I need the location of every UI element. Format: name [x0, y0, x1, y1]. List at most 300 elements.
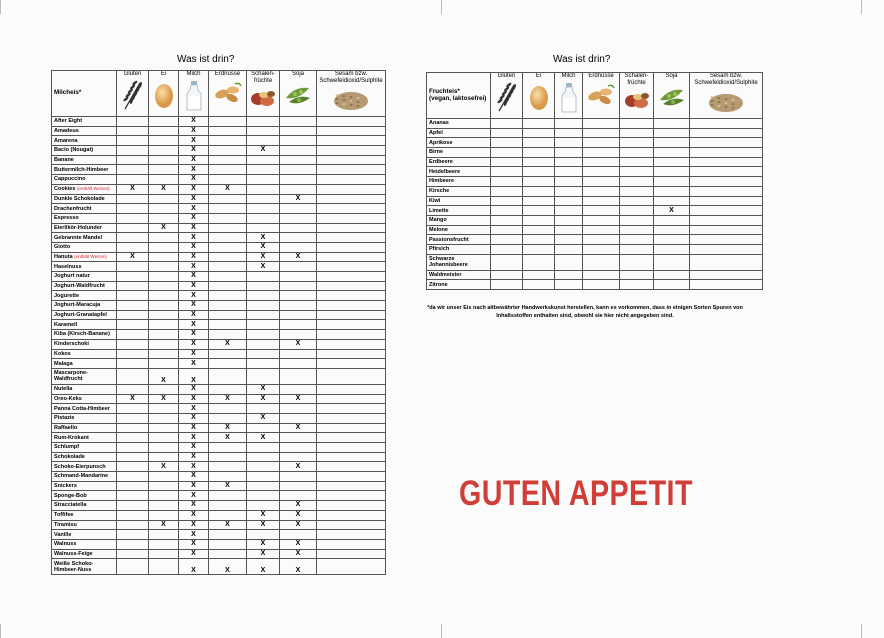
allergen-mark-cell: [317, 184, 386, 194]
allergen-mark-cell: [317, 204, 386, 214]
allergen-mark-cell: [117, 117, 149, 127]
allergen-mark-cell: [555, 215, 583, 225]
allergen-mark-cell: [654, 225, 690, 235]
allergen-mark-cell: [555, 206, 583, 216]
allergen-mark-cell: X: [117, 252, 149, 262]
flavor-name-cell: [52, 155, 117, 165]
flavor-name: Gebrannte Mandel: [54, 234, 102, 241]
allergen-mark-cell: [280, 262, 317, 272]
allergen-mark-cell: [280, 242, 317, 252]
flavor-name: Limette: [429, 207, 449, 214]
allergen-mark-cell: X: [280, 423, 317, 433]
flavor-name-cell: [52, 394, 117, 404]
flavor-name: Giotto: [54, 244, 71, 251]
allergen-mark-cell: [620, 280, 654, 290]
allergen-mark-cell: [247, 349, 280, 359]
allergen-mark-cell: [690, 157, 763, 167]
allergen-mark-cell: [149, 136, 179, 146]
allergen-mark-cell: X: [179, 155, 209, 165]
allergen-mark-cell: [117, 520, 149, 530]
allergen-mark-cell: [280, 165, 317, 175]
allergen-mark-cell: X: [247, 413, 280, 423]
flavor-name-cell: [52, 462, 117, 472]
allergen-mark-cell: [149, 291, 179, 301]
allergen-mark-cell: [317, 549, 386, 559]
table-row: [52, 165, 386, 175]
allergen-mark-cell: [690, 167, 763, 177]
wheat-icon: [491, 82, 522, 115]
flavor-name-cell: [427, 148, 491, 158]
allergen-mark-cell: [523, 119, 555, 129]
allergen-mark-cell: [620, 206, 654, 216]
allergen-mark-cell: [555, 138, 583, 148]
allergen-mark-cell: [690, 270, 763, 280]
allergen-mark-cell: [620, 244, 654, 254]
allergen-mark-cell: [117, 443, 149, 453]
allergen-mark-cell: [149, 339, 179, 349]
allergen-mark-cell: [280, 359, 317, 369]
allergen-mark-cell: [620, 254, 654, 270]
allergen-mark-cell: [280, 281, 317, 291]
allergen-mark-cell: X: [179, 204, 209, 214]
allergen-mark-cell: [209, 233, 247, 243]
flavor-name: Mango: [429, 217, 447, 224]
column-header-label: Schalen- früchte: [624, 73, 649, 86]
allergen-mark-cell: [491, 244, 523, 254]
allergen-mark-cell: X: [179, 394, 209, 404]
column-header: [620, 73, 654, 119]
flavor-name: Kokos: [54, 350, 71, 357]
allergen-mark-cell: X: [179, 491, 209, 501]
flavor-name: Karamell: [54, 321, 78, 328]
flavor-name-cell: [52, 126, 117, 136]
allergen-mark-cell: [149, 204, 179, 214]
allergen-mark-cell: [209, 510, 247, 520]
flavor-name-cell: [427, 157, 491, 167]
allergen-mark-cell: [117, 491, 149, 501]
allergen-mark-cell: [280, 481, 317, 491]
allergen-mark-cell: [209, 359, 247, 369]
allergen-mark-cell: [117, 175, 149, 185]
allergen-mark-cell: [280, 175, 317, 185]
allergen-mark-cell: [247, 481, 280, 491]
flavor-name-cell: [52, 472, 117, 482]
allergen-mark-cell: [523, 215, 555, 225]
allergen-mark-cell: [149, 194, 179, 204]
flavor-name-cell: [427, 235, 491, 245]
first-column-header: Fruchteis* (vegan, laktosefrei): [427, 73, 491, 119]
flavor-name: Drachenfrucht: [54, 205, 92, 212]
allergen-mark-cell: [149, 213, 179, 223]
allergen-mark-cell: [317, 233, 386, 243]
flavor-name: Birne: [429, 149, 444, 156]
column-header-label: Gluten: [123, 71, 142, 77]
column-header-label: Soja: [665, 73, 678, 79]
flavor-name: Pfirsich: [429, 246, 450, 253]
allergen-mark-cell: [690, 196, 763, 206]
allergen-mark-cell: [149, 559, 179, 575]
allergen-mark-cell: [247, 472, 280, 482]
flavor-name-cell: [52, 136, 117, 146]
peanuts-icon: [209, 80, 246, 109]
soybean-icon: [654, 82, 689, 111]
allergen-mark-cell: [209, 530, 247, 540]
allergen-mark-cell: [117, 349, 149, 359]
flavor-name-cell: [52, 491, 117, 501]
table-row: [427, 138, 763, 148]
allergen-mark-cell: [149, 423, 179, 433]
allergen-mark-cell: [583, 254, 620, 270]
allergen-mark-cell: [149, 146, 179, 156]
allergen-mark-cell: [555, 186, 583, 196]
allergen-mark-cell: [209, 320, 247, 330]
table-row: [52, 359, 386, 369]
allergen-mark-cell: [247, 272, 280, 282]
column-header-label: Erdnüsse: [588, 73, 614, 79]
allergen-mark-cell: [149, 384, 179, 394]
allergen-mark-cell: [654, 244, 690, 254]
slogan: GUTEN APPETIT: [459, 474, 693, 513]
allergen-mark-cell: [317, 539, 386, 549]
allergen-mark-cell: [317, 281, 386, 291]
allergen-mark-cell: [523, 167, 555, 177]
allergen-mark-cell: [117, 223, 149, 233]
allergen-mark-cell: [117, 165, 149, 175]
allergen-mark-cell: X: [247, 252, 280, 262]
allergen-mark-cell: [209, 155, 247, 165]
allergen-mark-cell: X: [179, 472, 209, 482]
allergen-mark-cell: [280, 223, 317, 233]
table-row: [52, 472, 386, 482]
flavor-name: Banane: [54, 157, 74, 164]
table-row: [52, 320, 386, 330]
allergen-mark-cell: X: [179, 272, 209, 282]
flavor-name-cell: [52, 549, 117, 559]
allergen-mark-cell: [117, 136, 149, 146]
allergen-mark-cell: [117, 433, 149, 443]
flavor-name-cell: [52, 510, 117, 520]
allergen-mark-cell: [149, 126, 179, 136]
table-row: [52, 310, 386, 320]
allergen-mark-cell: X: [179, 368, 209, 384]
column-header: [149, 71, 179, 117]
allergen-mark-cell: [209, 175, 247, 185]
allergen-mark-cell: X: [179, 301, 209, 311]
flavor-name-cell: [427, 128, 491, 138]
allergen-mark-cell: X: [117, 184, 149, 194]
column-header-label: Schalen- früchte: [251, 71, 275, 84]
allergen-mark-cell: [117, 301, 149, 311]
table-row: [52, 291, 386, 301]
allergen-mark-cell: [280, 413, 317, 423]
flavor-name-cell: [427, 196, 491, 206]
allergen-mark-cell: [654, 254, 690, 270]
flavor-name-cell: [52, 194, 117, 204]
allergen-mark-cell: [149, 252, 179, 262]
column-header-label: Ei: [535, 73, 542, 79]
flavor-name: Stracciatella: [54, 502, 87, 509]
allergen-mark-cell: X: [179, 549, 209, 559]
allergen-mark-cell: [117, 291, 149, 301]
flavor-name-cell: [52, 433, 117, 443]
flavor-name: Schlumpf: [54, 444, 80, 451]
table-row: [427, 254, 763, 270]
allergen-mark-cell: [690, 186, 763, 196]
allergen-mark-cell: [690, 138, 763, 148]
allergen-mark-cell: [149, 501, 179, 511]
allergen-mark-cell: [317, 481, 386, 491]
flavor-name: Joghurt-Waldfrucht: [54, 283, 105, 290]
allergen-mark-cell: [317, 262, 386, 272]
column-header: [179, 71, 209, 117]
allergen-mark-cell: [209, 291, 247, 301]
flavor-name: Pistazie: [54, 415, 75, 422]
allergen-mark-cell: [491, 254, 523, 270]
allergen-mark-cell: [247, 423, 280, 433]
allergen-mark-cell: [583, 215, 620, 225]
allergen-mark-cell: [117, 281, 149, 291]
flavor-name-cell: [52, 330, 117, 340]
allergen-mark-cell: [149, 452, 179, 462]
allergen-mark-cell: [247, 117, 280, 127]
table-row: [52, 339, 386, 349]
allergen-mark-cell: [583, 128, 620, 138]
flavor-name-cell: [52, 481, 117, 491]
allergen-mark-cell: [555, 225, 583, 235]
allergen-mark-cell: [280, 404, 317, 414]
allergen-mark-cell: X: [179, 262, 209, 272]
column-header: [247, 71, 280, 117]
allergen-mark-cell: [209, 117, 247, 127]
allergen-mark-cell: [583, 138, 620, 148]
table-row: [427, 206, 763, 216]
allergen-mark-cell: [555, 167, 583, 177]
table-row: [427, 157, 763, 167]
allergen-mark-cell: [317, 213, 386, 223]
allergen-mark-cell: [247, 223, 280, 233]
allergen-mark-cell: X: [280, 394, 317, 404]
flavor-name: Kinderschoki: [54, 341, 89, 348]
allergen-mark-cell: [620, 225, 654, 235]
flavor-name: Malaga: [54, 360, 73, 367]
allergen-mark-cell: [654, 186, 690, 196]
allergen-mark-cell: X: [209, 559, 247, 575]
allergen-mark-cell: [620, 215, 654, 225]
allergen-mark-cell: [583, 177, 620, 187]
table-row: [427, 280, 763, 290]
crop-mark: [441, 624, 442, 638]
allergen-mark-cell: [209, 330, 247, 340]
allergen-mark-cell: [280, 146, 317, 156]
allergen-mark-cell: [280, 126, 317, 136]
allergen-mark-cell: X: [209, 423, 247, 433]
allergen-mark-cell: [491, 280, 523, 290]
allergen-mark-cell: [117, 413, 149, 423]
flavor-name: Raffaello: [54, 424, 78, 431]
allergen-mark-cell: [620, 167, 654, 177]
crop-mark: [861, 624, 862, 638]
flavor-name: Espresso: [54, 215, 79, 222]
table-row: [52, 413, 386, 423]
flavor-name-cell: [427, 225, 491, 235]
column-header: [317, 71, 386, 117]
allergen-mark-cell: [317, 394, 386, 404]
crop-mark: [0, 0, 1, 14]
allergen-mark-cell: [317, 501, 386, 511]
allergen-mark-cell: [149, 175, 179, 185]
allergen-mark-cell: [247, 339, 280, 349]
egg-icon: [149, 80, 178, 113]
nuts-icon: [620, 88, 653, 117]
allergen-mark-cell: [149, 539, 179, 549]
flavor-name: Erdbeere: [429, 159, 453, 166]
allergen-mark-cell: [117, 330, 149, 340]
allergen-mark-cell: [654, 280, 690, 290]
allergen-mark-cell: X: [179, 175, 209, 185]
table-row: [52, 301, 386, 311]
table-row: [427, 177, 763, 187]
allergen-mark-cell: [209, 165, 247, 175]
allergen-mark-cell: [583, 167, 620, 177]
allergen-mark-cell: [317, 413, 386, 423]
flavor-name: Schmand-Mandarine: [54, 473, 109, 480]
allergen-mark-cell: [523, 196, 555, 206]
flavor-name-cell: [52, 349, 117, 359]
allergen-mark-cell: [654, 148, 690, 158]
allergen-mark-cell: [583, 157, 620, 167]
allergen-mark-cell: [491, 138, 523, 148]
allergen-mark-cell: [280, 301, 317, 311]
table-row: [52, 433, 386, 443]
allergen-mark-cell: [317, 443, 386, 453]
table-row: [427, 196, 763, 206]
table-row: [52, 510, 386, 520]
allergen-mark-cell: X: [247, 559, 280, 575]
flavor-name: Himbeere: [429, 178, 455, 185]
allergen-mark-cell: [149, 165, 179, 175]
allergen-mark-cell: [523, 128, 555, 138]
allergen-mark-cell: X: [280, 252, 317, 262]
fruchteis-allergen-table: [426, 72, 763, 290]
sesame-icon: [690, 88, 762, 117]
table-row: [52, 272, 386, 282]
allergen-mark-cell: [149, 549, 179, 559]
allergen-mark-cell: [491, 177, 523, 187]
allergen-mark-cell: [149, 233, 179, 243]
allergen-mark-cell: [280, 384, 317, 394]
allergen-mark-cell: [317, 252, 386, 262]
allergen-mark-cell: X: [247, 242, 280, 252]
allergen-mark-cell: [620, 270, 654, 280]
allergen-mark-cell: [149, 433, 179, 443]
allergen-mark-cell: [317, 520, 386, 530]
allergen-mark-cell: [280, 349, 317, 359]
allergen-mark-cell: [247, 291, 280, 301]
allergen-mark-cell: [209, 146, 247, 156]
allergen-mark-cell: [209, 310, 247, 320]
flavor-name-cell: [52, 452, 117, 462]
allergen-mark-cell: [149, 481, 179, 491]
allergen-mark-cell: X: [179, 462, 209, 472]
allergen-mark-cell: [654, 196, 690, 206]
flavor-name-cell: [427, 206, 491, 216]
column-header: [491, 73, 523, 119]
allergen-mark-cell: [280, 472, 317, 482]
allergen-mark-cell: [280, 233, 317, 243]
flavor-name: Ananas: [429, 120, 449, 127]
allergen-mark-cell: [654, 119, 690, 129]
flavor-name: Schokolade: [54, 454, 85, 461]
header-row: [52, 71, 386, 117]
table-row: [52, 394, 386, 404]
table-row: [427, 215, 763, 225]
allergen-mark-cell: [523, 186, 555, 196]
allergen-mark-cell: X: [209, 339, 247, 349]
allergen-mark-cell: [209, 404, 247, 414]
allergen-mark-cell: X: [117, 394, 149, 404]
allergen-mark-cell: X: [654, 206, 690, 216]
allergen-mark-cell: [583, 196, 620, 206]
allergen-mark-cell: [117, 501, 149, 511]
allergen-mark-cell: [247, 368, 280, 384]
allergen-mark-cell: [317, 359, 386, 369]
allergen-mark-cell: [555, 280, 583, 290]
flavor-name-cell: [52, 359, 117, 369]
allergen-mark-cell: [654, 177, 690, 187]
allergen-mark-cell: X: [179, 330, 209, 340]
table-row: [52, 136, 386, 146]
allergen-mark-cell: [523, 177, 555, 187]
allergen-mark-cell: [523, 280, 555, 290]
flavor-name-cell: [427, 138, 491, 148]
table-row: [52, 146, 386, 156]
left-page-title: Was ist drin?: [177, 54, 235, 65]
allergen-mark-cell: X: [209, 394, 247, 404]
allergen-mark-cell: X: [209, 433, 247, 443]
allergen-mark-cell: X: [247, 233, 280, 243]
allergen-mark-cell: X: [179, 281, 209, 291]
flavor-name-cell: [52, 184, 117, 194]
allergen-mark-cell: [149, 262, 179, 272]
allergen-mark-cell: [280, 368, 317, 384]
allergen-mark-cell: [117, 384, 149, 394]
allergen-mark-cell: [247, 301, 280, 311]
allergen-mark-cell: X: [179, 530, 209, 540]
allergen-mark-cell: [555, 196, 583, 206]
allergen-mark-cell: [209, 213, 247, 223]
allergen-mark-cell: [209, 501, 247, 511]
column-header: [523, 73, 555, 119]
table-row: [52, 443, 386, 453]
allergen-mark-cell: [654, 215, 690, 225]
allergen-mark-cell: [209, 472, 247, 482]
allergen-mark-cell: [620, 128, 654, 138]
allergen-mark-cell: X: [179, 433, 209, 443]
allergen-mark-cell: [117, 204, 149, 214]
allergen-mark-cell: [317, 146, 386, 156]
table-row: [427, 119, 763, 129]
allergen-mark-cell: [690, 280, 763, 290]
flavor-name-cell: [52, 252, 117, 262]
allergen-mark-cell: [317, 301, 386, 311]
table-row: [52, 501, 386, 511]
allergen-mark-cell: X: [179, 501, 209, 511]
allergen-mark-cell: [280, 433, 317, 443]
allergen-mark-cell: [280, 330, 317, 340]
allergen-mark-cell: [149, 510, 179, 520]
allergen-mark-cell: [247, 194, 280, 204]
allergen-mark-cell: [555, 157, 583, 167]
